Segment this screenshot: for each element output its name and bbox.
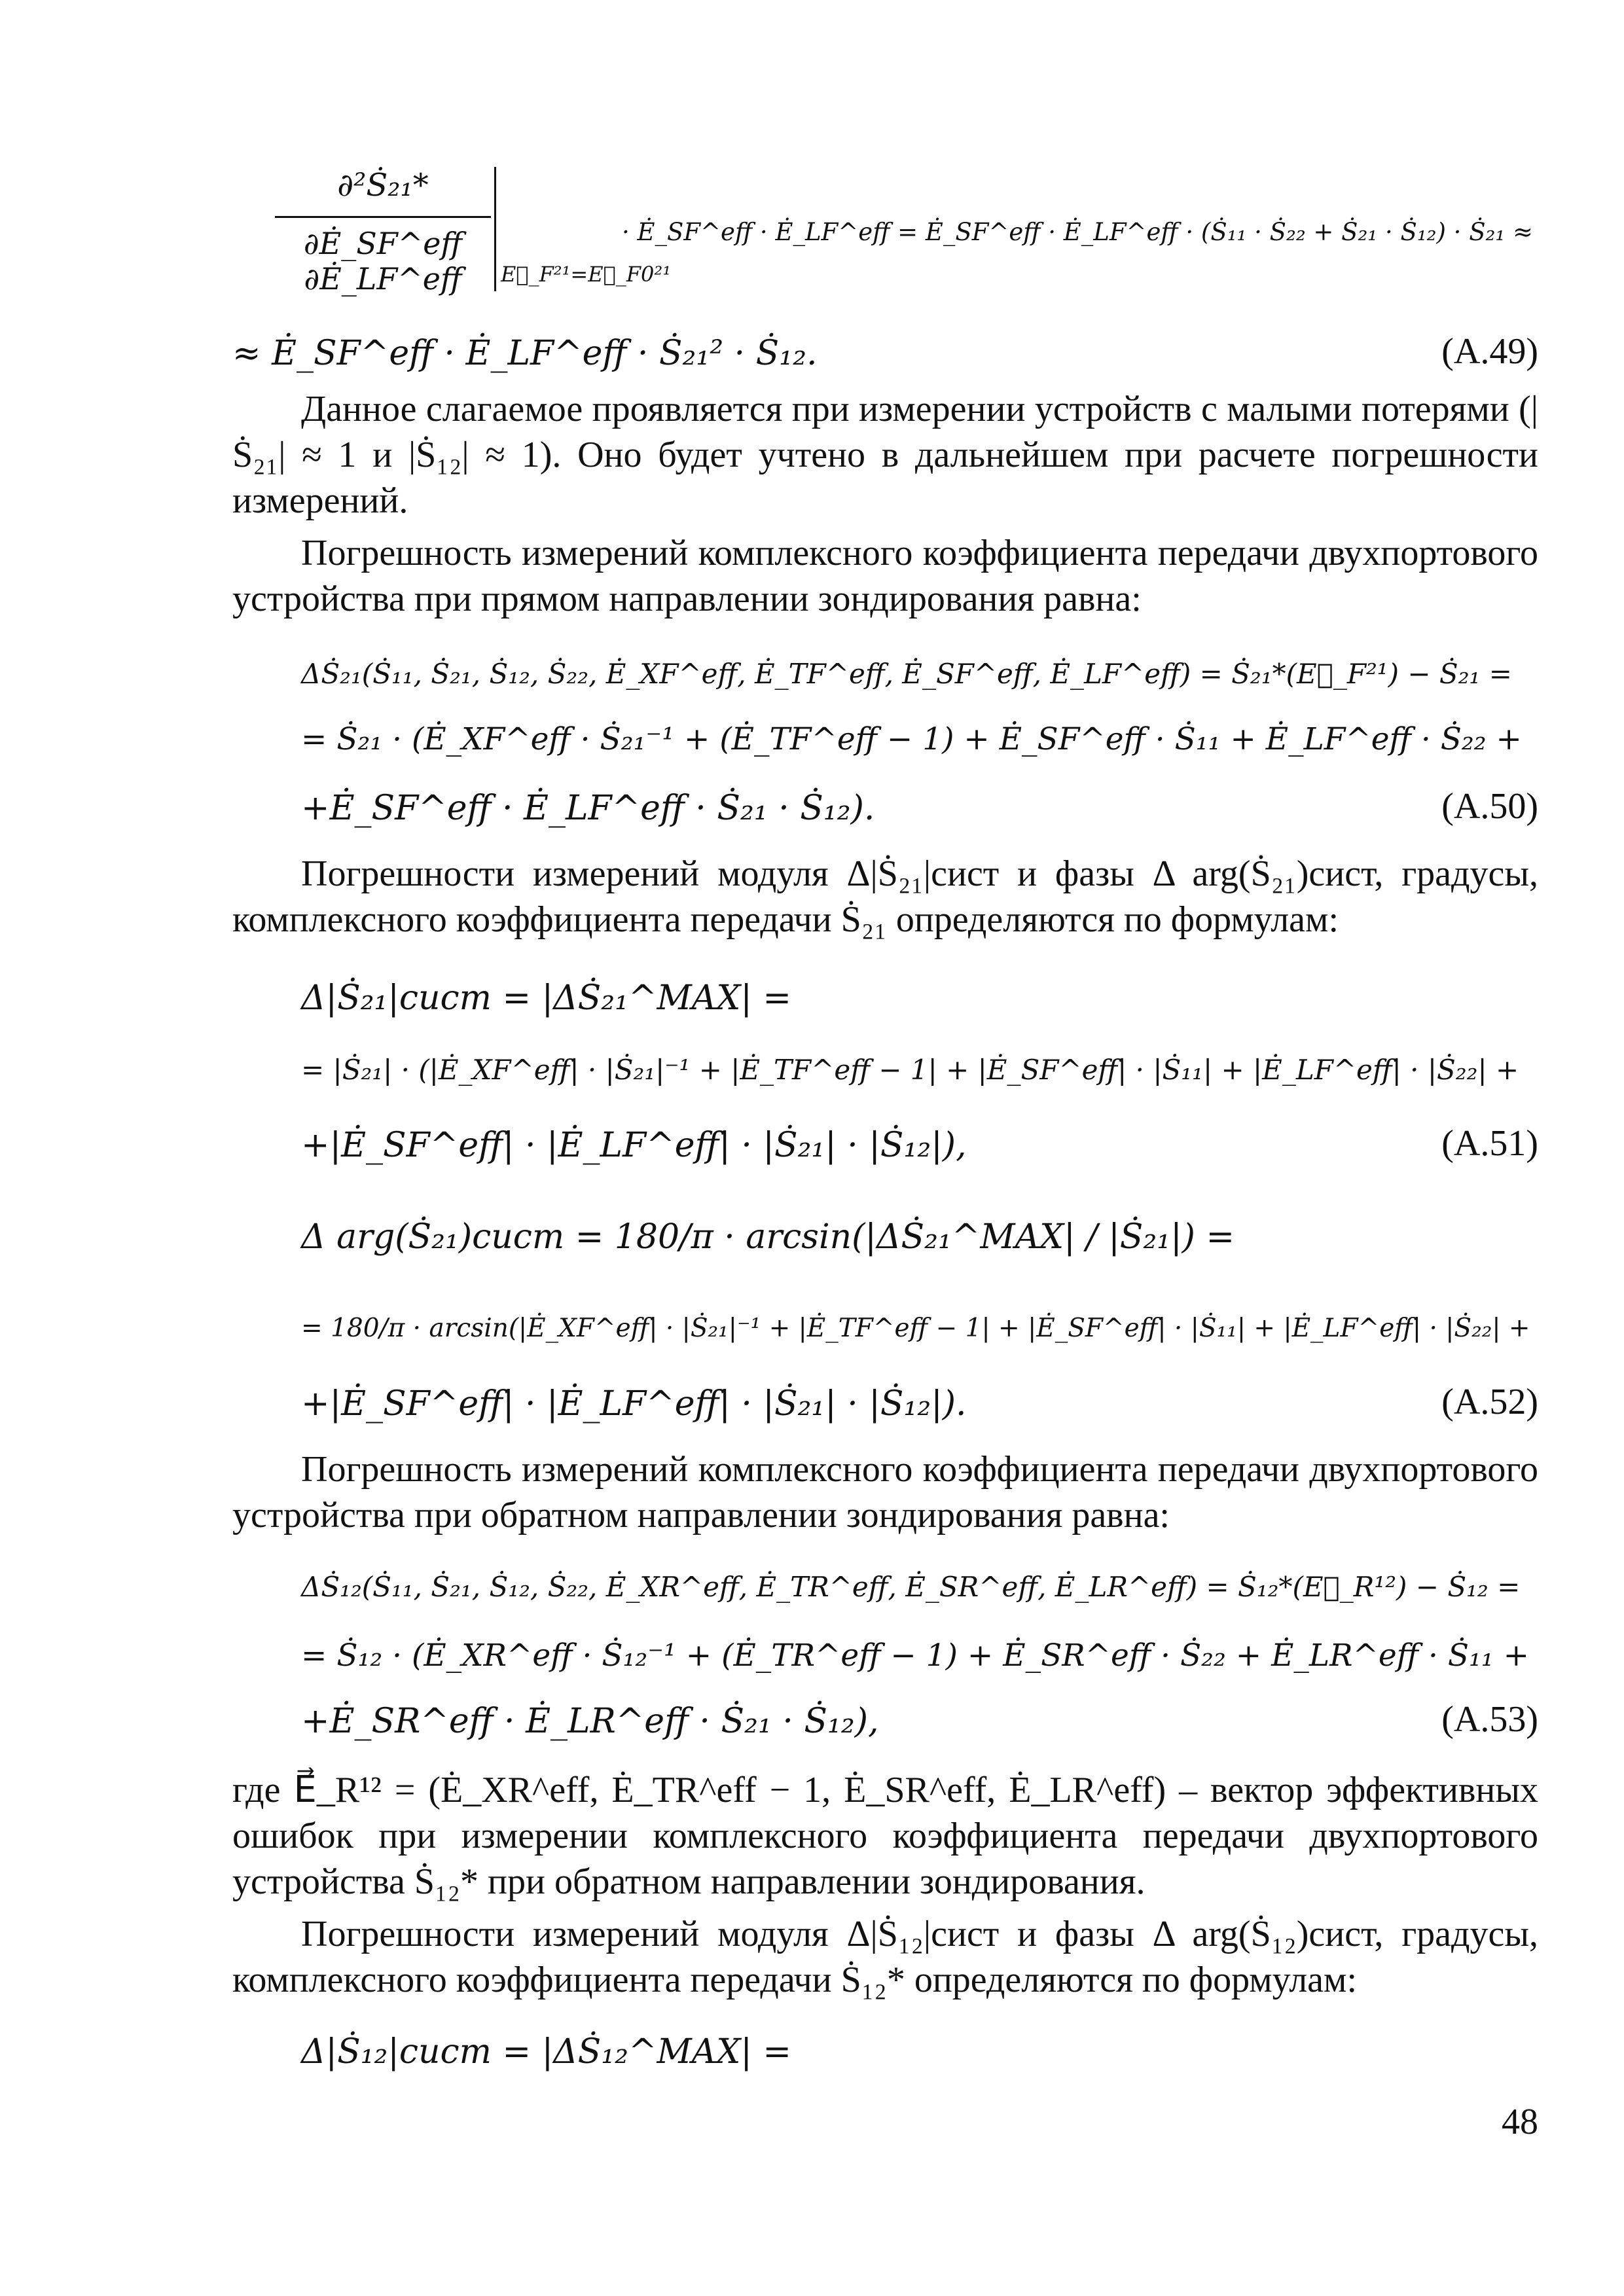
formula-a52-line3: +|Ė_SF^eff| · |Ė_LF^eff| · |Ṡ₂₁| · |Ṡ₁₂|). — [301, 1384, 967, 1424]
paragraph-5: где E⃗_R¹² = (Ė_XR^eff, Ė_TR^eff − 1, Ė_SR^eff, Ė_LR^eff) – вектор эффективных ошибок при измерении комплексного коэффициента передачи двухпортового устройства Ṡ₁₂* при обратном направлении зондирования. — [232, 1770, 1538, 1902]
page-number: 48 — [1502, 2102, 1538, 2142]
equation-number-a53: (A.53) — [1441, 1699, 1538, 1740]
formula-a52-line2: = 180/π · arcsin(|Ė_XF^eff| · |Ṡ₂₁|⁻¹ + |Ė_TF^eff − 1| + |Ė_SF^eff| · |Ṡ₁₁| + |Ė_LF^eff| · |Ṡ₂₂| + — [301, 1314, 1530, 1343]
paragraph-2: Погрешность измерений комплексного коэффициента передачи двухпортового устройства при прямом направлении зондирования равна: — [232, 533, 1538, 619]
formula-a50-line3: +Ė_SF^eff · Ė_LF^eff · Ṡ₂₁ · Ṡ₁₂). — [301, 789, 875, 828]
formula-a53-line3: +Ė_SR^eff · Ė_LR^eff · Ṡ₂₁ · Ṡ₁₂), — [301, 1702, 879, 1741]
formula-a50-line2: = Ṡ₂₁ · (Ė_XF^eff · Ṡ₂₁⁻¹ + (Ė_TF^eff − 1) + Ė_SF^eff · Ṡ₁₁ + Ė_LF^eff · Ṡ₂₂ + — [301, 721, 1522, 757]
formula-a51-line2: = |Ṡ₂₁| · (|Ė_XF^eff| · |Ṡ₂₁|⁻¹ + |Ė_TF^eff − 1| + |Ė_SF^eff| · |Ṡ₁₁| + |Ė_LF^eff| · |Ṡ₂₂| + — [301, 1054, 1519, 1086]
formula-a49-eval: E⃗_F²¹=E⃗_F0²¹ — [501, 262, 672, 287]
formula-a53-line1: ΔṠ₁₂(Ṡ₁₁, Ṡ₂₁, Ṡ₁₂, Ṡ₂₂, Ė_XR^eff, Ė_TR^eff, Ė_SR^eff, Ė_LR^eff) = Ṡ₁₂*(E⃗_R¹²) − Ṡ₁₂ = — [301, 1571, 1521, 1603]
formula-a49-fraction — [275, 167, 491, 311]
equation-number-a51: (A.51) — [1441, 1123, 1538, 1164]
formula-a49-line1: · Ė_SF^eff · Ė_LF^eff = Ė_SF^eff · Ė_LF^eff · (Ṡ₁₁ · Ṡ₂₂ + Ṡ₂₁ · Ṡ₁₂) · Ṡ₂₁ ≈ — [622, 218, 1533, 246]
paragraph-6: Погрешности измерений модуля Δ|Ṡ₁₂|сист и фазы Δ arg(Ṡ₁₂)сист, градусы, комплексного коэффициента передачи Ṡ₁₂* определяются по формулам: — [232, 1914, 1538, 2000]
formula-a49-numerator: ∂²Ṡ₂₁* — [337, 167, 429, 204]
formula-last-line: Δ|Ṡ₁₂|сист = |ΔṠ₁₂^MAX| = — [301, 2032, 791, 2072]
paragraph-3: Погрешности измерений модуля Δ|Ṡ₂₁|сист и фазы Δ arg(Ṡ₂₁)сист, градусы, комплексного коэффициента передачи Ṡ₂₁ определяются по формулам: — [232, 853, 1538, 940]
formula-a50-line1: ΔṠ₂₁(Ṡ₁₁, Ṡ₂₁, Ṡ₁₂, Ṡ₂₂, Ė_XF^eff, Ė_TF^eff, Ė_SF^eff, Ė_LF^eff) = Ṡ₂₁*(E⃗_F²¹) − Ṡ₂₁ = — [301, 658, 1512, 690]
formula-a49-denominator: ∂Ė_SF^eff ∂Ė_LF^eff — [303, 226, 463, 296]
paragraph-4: Погрешность измерений комплексного коэффициента передачи двухпортового устройства при обратном направлении зондирования равна: — [232, 1449, 1538, 1535]
formula-a53-line2: = Ṡ₁₂ · (Ė_XR^eff · Ṡ₁₂⁻¹ + (Ė_TR^eff − 1) + Ė_SR^eff · Ṡ₂₂ + Ė_LR^eff · Ṡ₁₁ + — [301, 1638, 1530, 1674]
equation-number-a52: (A.52) — [1441, 1382, 1538, 1422]
fraction-bar — [275, 216, 491, 218]
evaluation-bar — [494, 167, 496, 291]
equation-number-a50: (A.50) — [1441, 786, 1538, 827]
formula-a51-line3: +|Ė_SF^eff| · |Ė_LF^eff| · |Ṡ₂₁| · |Ṡ₁₂|), — [301, 1126, 967, 1165]
formula-a52-line1: Δ arg(Ṡ₂₁)сист = 180/π · arcsin(|ΔṠ₂₁^MAX| / |Ṡ₂₁|) = — [301, 1217, 1235, 1257]
equation-number-a49: (A.49) — [1441, 331, 1538, 372]
formula-a51-line1: Δ|Ṡ₂₁|сист = |ΔṠ₂₁^MAX| = — [301, 978, 791, 1018]
formula-a49-line2: ≈ Ė_SF^eff · Ė_LF^eff · Ṡ₂₁² · Ṡ₁₂. — [232, 334, 818, 373]
paragraph-1: Данное слагаемое проявляется при измерении устройств с малыми потерями (|Ṡ₂₁| ≈ 1 и |Ṡ₁₂| ≈ 1). Оно будет учтено в дальнейшем при расчете погрешности измерений. — [232, 389, 1538, 521]
